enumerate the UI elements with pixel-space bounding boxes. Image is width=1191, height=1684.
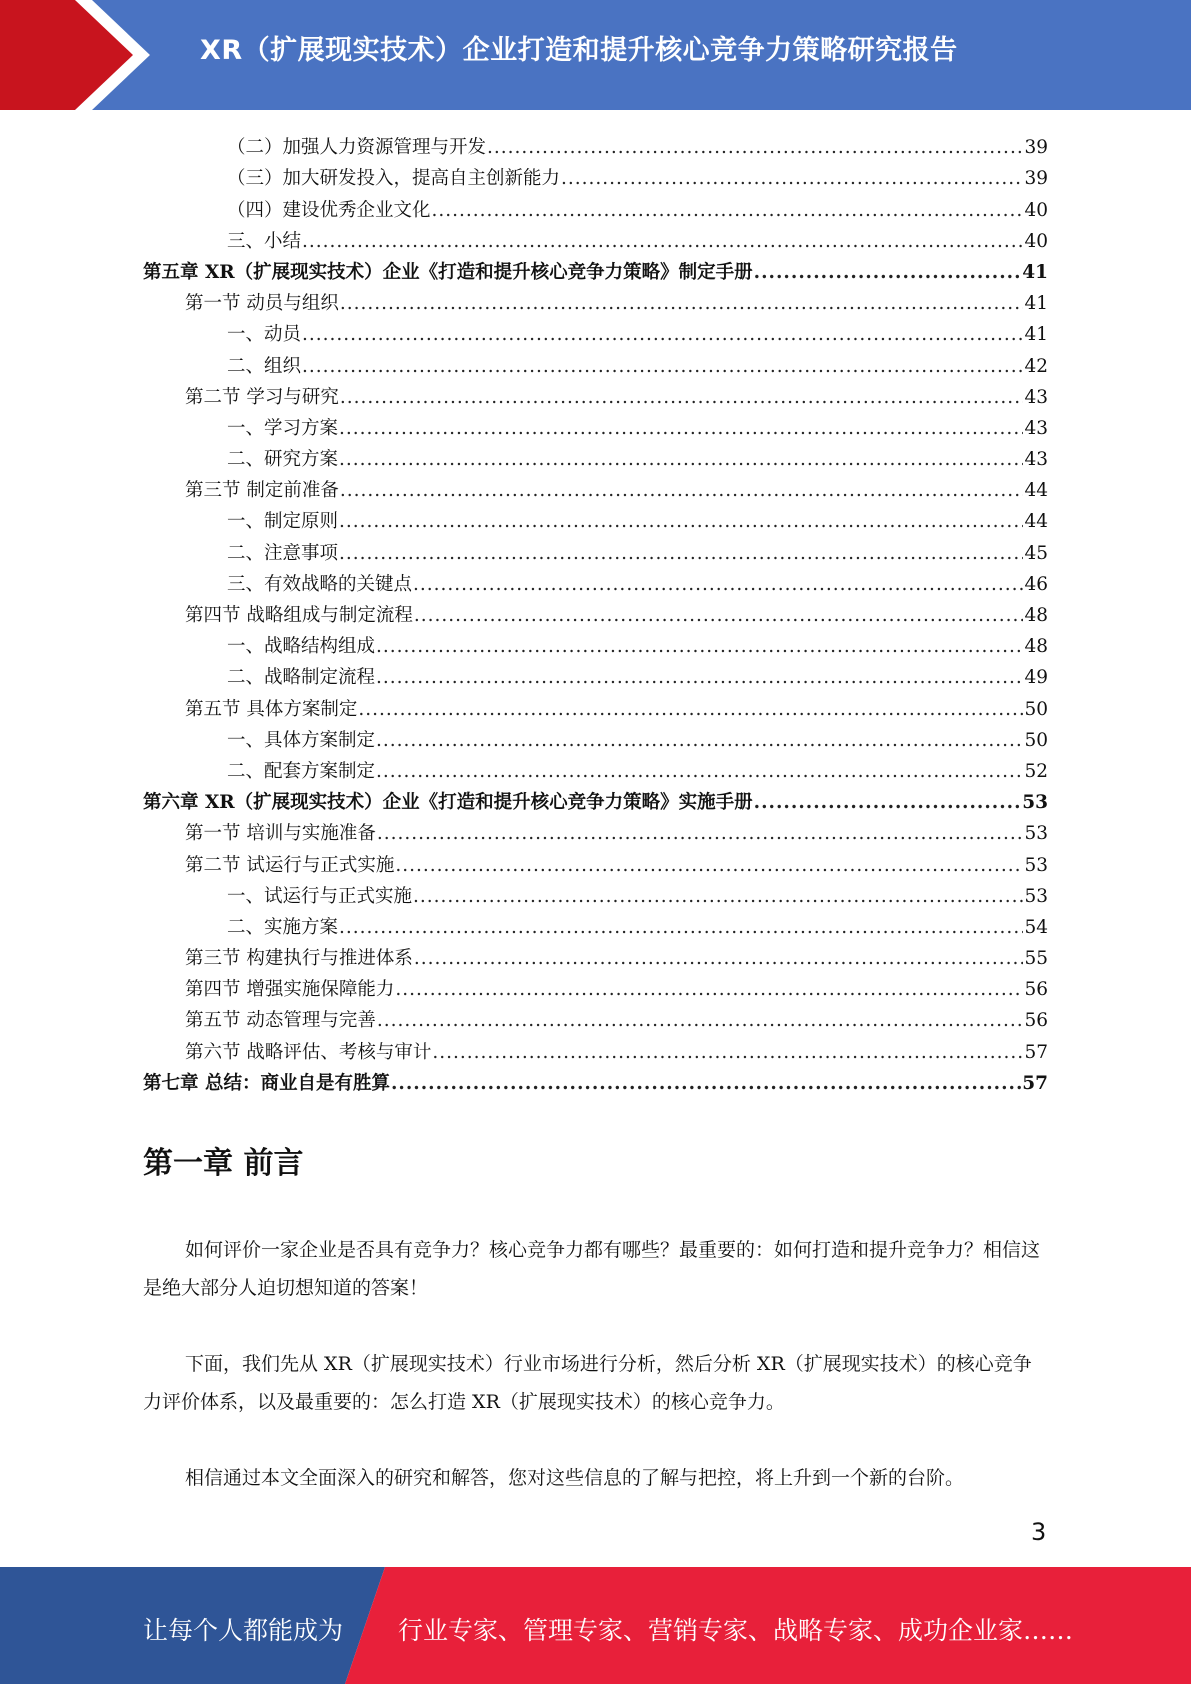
toc-entry-page: 57 (1022, 1072, 1048, 1094)
toc-entry-page: 46 (1024, 573, 1048, 595)
toc-entry-page: 41 (1022, 261, 1048, 283)
toc-dot-leader (302, 324, 1023, 346)
footer-slogan-left: 让每个人都能成为 (143, 1616, 344, 1645)
toc-entry[interactable] (143, 159, 1048, 190)
toc-entry-page: 50 (1024, 729, 1048, 751)
toc-entry-label: 第四节 战略组成与制定流程 (185, 605, 413, 626)
toc-dot-leader (376, 636, 1023, 658)
toc-entry-label: 一、战略结构组成 (227, 636, 376, 658)
toc-entry[interactable] (143, 596, 1048, 627)
toc-entry-label: 第三节 构建执行与推进体系 (185, 948, 413, 970)
toc-entry-page: 40 (1024, 230, 1048, 252)
toc-entry[interactable] (143, 502, 1048, 533)
toc-entry-label: 第五章 XR（扩展现实技术）企业《打造和提升核心竞争力策略》制定手册 (143, 261, 753, 283)
toc-dot-leader (395, 979, 1023, 1001)
toc-entry[interactable] (143, 970, 1048, 1001)
page-header (0, 0, 1191, 110)
toc-dot-leader (340, 480, 1024, 502)
toc-entry[interactable] (143, 1001, 1048, 1032)
toc-entry-page: 43 (1024, 417, 1048, 439)
toc-entry-page: 40 (1024, 199, 1048, 221)
toc-entry-page: 39 (1024, 168, 1048, 190)
toc-entry[interactable] (143, 346, 1048, 377)
toc-entry[interactable] (143, 440, 1048, 471)
toc-dot-leader (432, 1042, 1023, 1064)
toc-dot-leader (340, 293, 1024, 315)
toc-dot-leader (339, 511, 1023, 533)
toc-entry-label: 二、战略制定流程 (227, 667, 376, 689)
toc-entry-page: 41 (1024, 324, 1048, 346)
toc-entry[interactable] (143, 253, 1048, 284)
toc-dot-leader (376, 761, 1023, 783)
toc-entry[interactable] (143, 315, 1048, 346)
toc-entry-page: 56 (1024, 979, 1048, 1001)
footer-slogan-right: 行业专家、管理专家、营销专家、战略专家、成功企业家…… (398, 1616, 1074, 1645)
toc-entry-label: 第四节 增强实施保障能力 (185, 979, 395, 1001)
toc-entry-label: 第五节 具体方案制定 (185, 698, 358, 720)
toc-entry-page: 57 (1024, 1041, 1048, 1063)
toc-dot-leader (561, 168, 1023, 190)
toc-entry[interactable] (143, 409, 1048, 440)
toc-dot-leader (339, 449, 1023, 471)
toc-dot-leader (358, 699, 1023, 721)
toc-dot-leader (339, 418, 1023, 440)
toc-dot-leader (377, 823, 1024, 845)
toc-entry-label: 第七章 总结：商业自是有胜算 (143, 1072, 390, 1094)
toc-entry-page: 43 (1024, 449, 1048, 471)
toc-entry-label: 第一节 动员与组织 (185, 293, 339, 315)
toc-entry[interactable] (143, 1032, 1048, 1063)
toc-dot-leader (339, 543, 1023, 565)
chapter-heading: 第一章 前言 (143, 1146, 304, 1181)
intro-paragraph-3: 相信通过本文全面深入的研究和解答，您对这些信息的了解与把控，将上升到一个新的台阶。 (185, 1467, 965, 1489)
toc-dot-leader (377, 1010, 1024, 1032)
toc-entry[interactable] (143, 378, 1048, 409)
toc-entry-label: 第二节 学习与研究 (185, 386, 339, 408)
toc-dot-leader (432, 200, 1024, 222)
toc-entry[interactable] (143, 658, 1048, 689)
toc-entry-label: 三、小结 (227, 230, 302, 252)
report-title: XR（扩展现实技术）企业打造和提升核心竞争力策略研究报告 (200, 35, 958, 66)
intro-paragraph-1: 如何评价一家企业是否具有竞争力？核心竞争力都有哪些？最重要的：如何打造和提升竞争力？相信这是绝大部分人迫切想知道的答案！ (143, 1239, 1041, 1299)
toc-entry-label: 第一节 培训与实施准备 (185, 823, 376, 845)
toc-entry-page: 49 (1024, 667, 1048, 689)
toc-entry-label: 二、组织 (227, 355, 302, 377)
toc-entry-page: 42 (1024, 355, 1048, 377)
toc-entry-label: 一、制定原则 (227, 511, 339, 533)
toc-entry-page: 53 (1024, 854, 1048, 876)
toc-entry-page: 50 (1024, 698, 1048, 720)
toc-entry-label: 一、动员 (227, 324, 302, 346)
toc-entry-page: 54 (1024, 916, 1048, 938)
toc-entry-page: 56 (1024, 1010, 1048, 1032)
toc-entry[interactable] (143, 845, 1048, 876)
toc-dot-leader (413, 886, 1023, 908)
toc-entry-page: 41 (1024, 293, 1048, 315)
toc-entry-label: 二、注意事项 (227, 542, 339, 564)
toc-entry[interactable] (143, 721, 1048, 752)
toc-entry[interactable] (143, 128, 1048, 159)
toc-entry[interactable] (143, 1064, 1048, 1095)
toc-entry-label: 一、试运行与正式实施 (227, 885, 413, 907)
toc-entry-page: 53 (1022, 792, 1048, 814)
toc-entry-label: 第二节 试运行与正式实施 (185, 854, 395, 876)
toc-entry-page: 44 (1024, 480, 1048, 502)
toc-entry[interactable] (143, 752, 1048, 783)
toc-entry-label: 第三节 制定前准备 (185, 480, 339, 502)
toc-entry-page: 53 (1024, 823, 1048, 845)
intro-paragraph-2: 下面，我们先从 XR（扩展现实技术）行业市场进行分析，然后分析 XR（扩展现实技术）的核心竞争力评价体系，以及最重要的：怎么打造 XR（扩展现实技术）的核心竞争力。 (143, 1353, 1032, 1413)
toc-entry[interactable] (143, 284, 1048, 315)
toc-dot-leader (414, 605, 1024, 627)
page-footer (0, 1567, 1191, 1684)
toc-entry-page: 55 (1024, 948, 1048, 970)
toc-entry-page: 43 (1024, 386, 1048, 408)
toc-entry[interactable] (143, 627, 1048, 658)
toc-dot-leader (413, 574, 1023, 596)
toc-entry-label: 二、实施方案 (227, 916, 339, 938)
toc-entry[interactable] (143, 814, 1048, 845)
toc-entry-page: 48 (1024, 636, 1048, 658)
toc-entry[interactable] (143, 565, 1048, 596)
toc-entry[interactable] (143, 689, 1048, 720)
toc-entry-label: 一、学习方案 (227, 417, 339, 439)
toc-entry-page: 52 (1024, 760, 1048, 782)
toc-entry-page: 44 (1024, 511, 1048, 533)
toc-entry-label: 第五节 动态管理与完善 (185, 1010, 376, 1032)
toc-entry[interactable] (143, 471, 1048, 502)
toc-entry-label: 第六章 XR（扩展现实技术）企业《打造和提升核心竞争力策略》实施手册 (143, 792, 753, 814)
toc-dot-leader (376, 730, 1023, 752)
toc-dot-leader (391, 1073, 1021, 1095)
toc-entry-label: （二）加强人力资源管理与开发 (227, 137, 487, 159)
toc-dot-leader (302, 356, 1023, 378)
toc-entry-page: 48 (1024, 605, 1048, 626)
toc-dot-leader (414, 948, 1024, 970)
table-of-contents (143, 128, 1048, 1095)
toc-entry-page: 39 (1024, 137, 1048, 159)
toc-dot-leader (340, 387, 1024, 409)
toc-entry-label: 二、配套方案制定 (227, 760, 376, 782)
toc-entry-label: 二、研究方案 (227, 449, 339, 471)
toc-entry[interactable] (143, 908, 1048, 939)
toc-entry-label: 三、有效战略的关键点 (227, 573, 413, 595)
toc-dot-leader (376, 667, 1023, 689)
toc-entry-page: 45 (1024, 542, 1048, 564)
toc-dot-leader (395, 855, 1023, 877)
toc-entry[interactable] (143, 190, 1048, 221)
toc-entry[interactable] (143, 533, 1048, 564)
toc-dot-leader (302, 231, 1023, 253)
toc-entry-page: 53 (1024, 885, 1048, 907)
toc-dot-leader (487, 137, 1023, 159)
toc-entry[interactable] (143, 222, 1048, 253)
toc-entry-label: （四）建设优秀企业文化 (227, 199, 431, 221)
toc-entry[interactable] (143, 939, 1048, 970)
toc-entry-label: （三）加大研发投入，提高自主创新能力 (227, 168, 561, 190)
toc-entry[interactable] (143, 877, 1048, 908)
toc-dot-leader (339, 917, 1023, 939)
toc-dot-leader (754, 792, 1022, 814)
toc-entry[interactable] (143, 783, 1048, 814)
toc-entry-label: 第六节 战略评估、考核与审计 (185, 1041, 432, 1063)
toc-dot-leader (754, 262, 1022, 284)
page-number: 3 (1031, 1518, 1047, 1546)
toc-entry-label: 一、具体方案制定 (227, 729, 376, 751)
